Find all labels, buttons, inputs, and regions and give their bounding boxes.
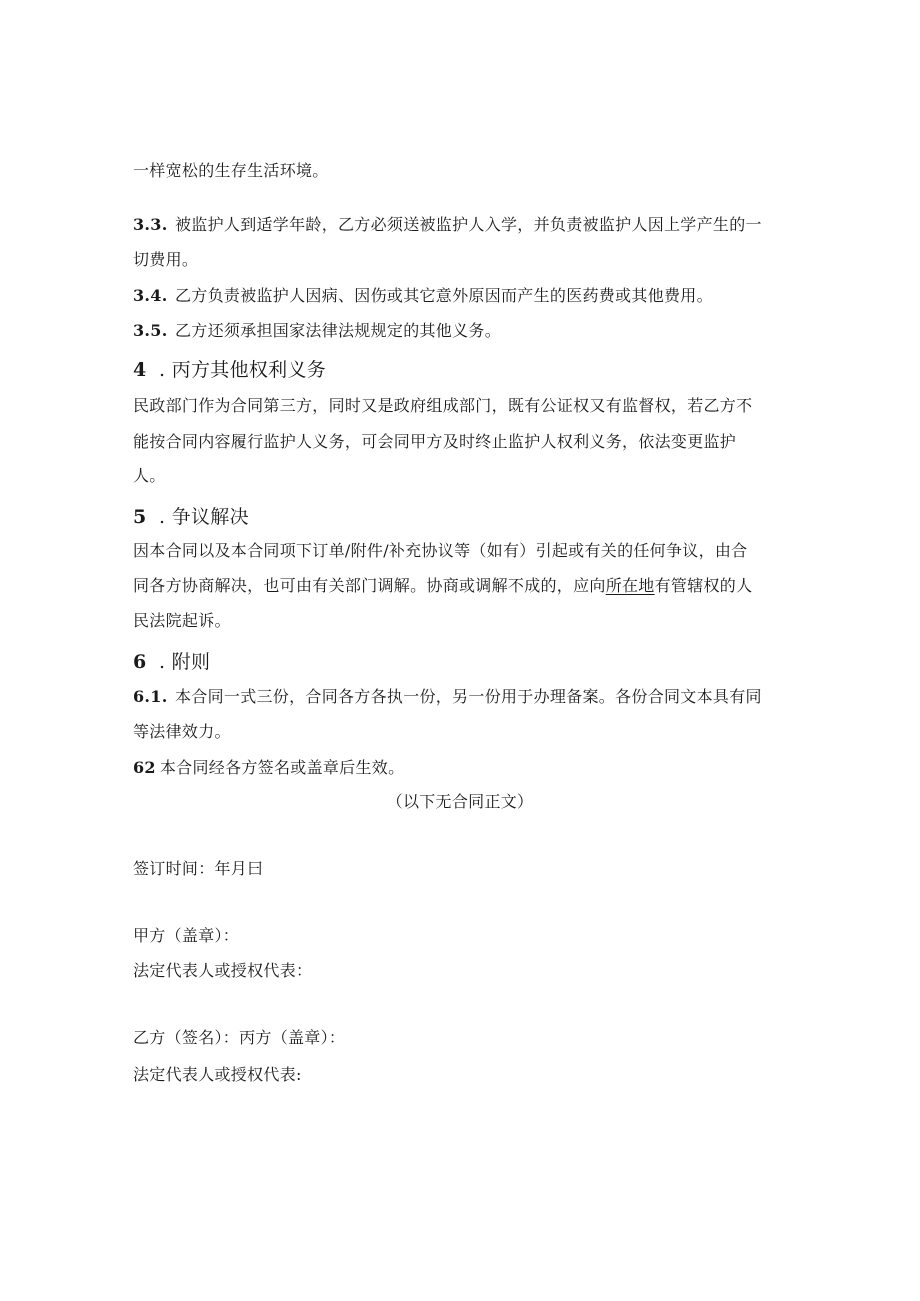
section-number: 6 bbox=[133, 651, 147, 673]
underlined-term: 所在地 bbox=[605, 576, 655, 595]
clause-number: 6.1. bbox=[133, 687, 168, 706]
clause-number: 62 bbox=[133, 758, 156, 777]
clause-3-4 bbox=[133, 286, 793, 306]
signing-date: 签订时间：年月曰 bbox=[133, 859, 264, 878]
clause-3-3-cont: 切费用。 bbox=[133, 250, 199, 269]
section-title: . 争议解决 bbox=[159, 506, 249, 528]
section-5-line: 因本合同以及本合同项下订单/附件/补充协议等（如有）引起或有关的任何争议，由合 bbox=[133, 541, 748, 560]
section-6-heading bbox=[133, 650, 793, 674]
section-number: 5 bbox=[133, 506, 147, 528]
section-4-line: 民政部门作为合同第三方，同时又是政府组成部门，既有公证权又有监督权，若乙方不 bbox=[133, 396, 753, 415]
section-title: . 附则 bbox=[159, 651, 211, 673]
text-segment: 同各方协商解决，也可由有关部门调解。协商或调解不成的，应向 bbox=[133, 576, 606, 595]
clause-number: 3.3. bbox=[133, 215, 168, 234]
clause-text: 被监护人到适学年龄，乙方必须送被监护人入学，并负责被监护人因上学产生的一 bbox=[175, 215, 762, 234]
clause-3-3 bbox=[133, 215, 793, 235]
clause-number: 3.4. bbox=[133, 286, 168, 305]
party-a-representative: 法定代表人或授权代表： bbox=[133, 961, 313, 980]
clause-6-2 bbox=[133, 758, 793, 778]
section-5-heading bbox=[133, 505, 793, 529]
party-a-seal: 甲方（盖章）： bbox=[133, 926, 240, 945]
section-title: . 丙方其他权利义务 bbox=[159, 359, 327, 381]
clause-6-1 bbox=[133, 687, 793, 707]
clause-number: 3.5. bbox=[133, 321, 168, 340]
section-4-line: 能按合同内容履行监护人义务，可会同甲方及时终止监护人权利义务，依法变更监护 bbox=[133, 432, 737, 451]
end-of-contract-note: （以下无合同正文） bbox=[386, 792, 534, 811]
clause-text: 本合同一式三份，合同各方各执一份，另一份用于办理备案。各份合同文本具有同 bbox=[175, 687, 762, 706]
clause-6-1-cont: 等法律效力。 bbox=[133, 722, 231, 741]
clause-text: 乙方还须承担国家法律法规规定的其他义务。 bbox=[175, 321, 502, 340]
continued-text: 一样宽松的生存生活环境。 bbox=[133, 161, 329, 180]
clause-text: 乙方负责被监护人因病、因伤或其它意外原因而产生的医药费或其他费用。 bbox=[175, 286, 713, 305]
clause-3-5 bbox=[133, 321, 793, 341]
party-b-c-signature: 乙方（签名）：丙方（盖章）： bbox=[133, 1028, 346, 1047]
section-5-line: 民法院起诉。 bbox=[133, 611, 231, 630]
section-4-heading bbox=[133, 358, 793, 382]
section-5-line bbox=[133, 576, 793, 596]
text-segment: 有管辖权的人 bbox=[654, 576, 753, 595]
section-number: 4 bbox=[133, 359, 147, 381]
clause-text: 本合同经各方签名或盖章后生效。 bbox=[159, 758, 405, 777]
party-b-c-representative: 法定代表人或授权代表: bbox=[133, 1065, 302, 1084]
section-4-line: 人。 bbox=[133, 466, 166, 485]
